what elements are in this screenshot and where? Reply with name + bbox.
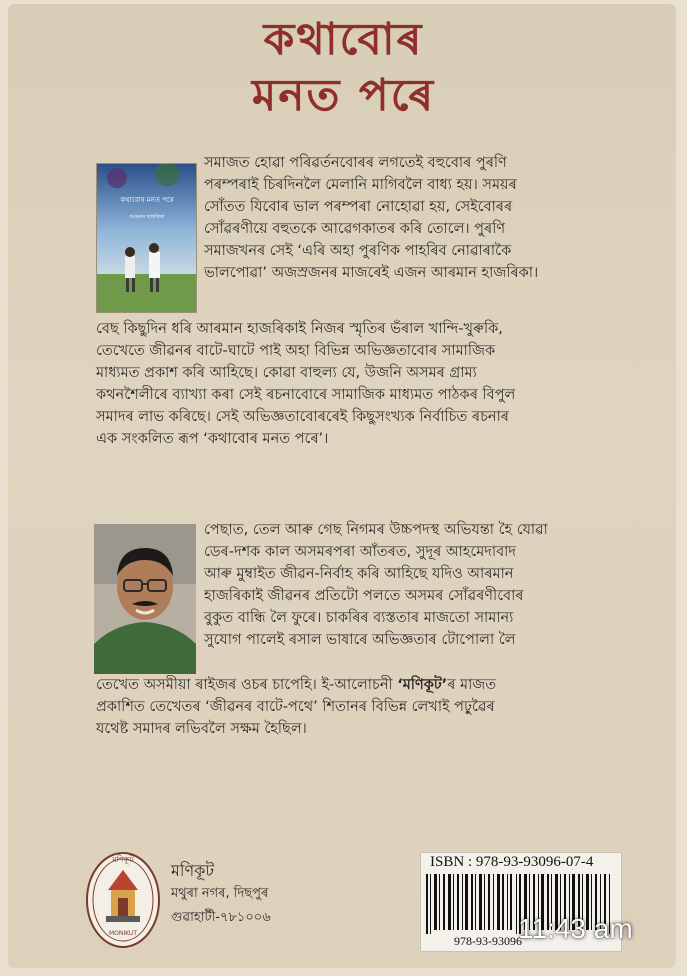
text-line: তেখেতে জীৱনৰ বাটে-ঘাটে পাই অহা বিভিন্ন অভিজ্ঞতাবোৰ সামাজিক bbox=[96, 343, 496, 359]
text-line: মাধ্যমত প্ৰকাশ কৰি আহিছে। কোৱা বাহুল্য যে, উজনি অসমৰ গ্ৰাম্য bbox=[96, 365, 477, 381]
isbn-digits: 978-93-93096 bbox=[454, 934, 522, 948]
text-line: কথনশৈলীৰে ব্যাখ্যা কৰা সেই ৰচনাবোৰে সামাজিক মাধ্যমত পাঠকৰ বিপুল bbox=[96, 387, 516, 403]
publisher-city: গুৱাহাটী-৭৮১০০৬ bbox=[171, 910, 271, 925]
text-line: পৰম্পৰাই চিৰদিনলৈ মেলানি মাগিবলৈ বাধ্য হয়। সময়ৰ bbox=[204, 177, 517, 193]
text-line: যথেষ্ট সমাদৰ লভিবলৈ সক্ষম হৈছিল। bbox=[96, 721, 307, 737]
text-line: আৰু মুম্বাইত জীৱন-নিৰ্বাহ কৰি আহিছে যদিও আৰমান bbox=[204, 566, 514, 582]
message-timestamp: 11:43 am bbox=[518, 913, 633, 944]
text-line: ভালপোৱা’ অজস্ৰজনৰ মাজৰেই এজন আৰমান হাজৰিকা। bbox=[204, 265, 539, 281]
text-line: বুকুত বান্ধি লৈ ফুৰে। চাকৰিৰ ব্যস্ততাৰ মাজতো সামান্য bbox=[204, 610, 514, 626]
text-line bbox=[96, 674, 654, 696]
thumbnail-author: আৰমান হাজৰিকা bbox=[129, 214, 165, 220]
text-line: সোঁৱৰণীয়ে বহুতকে আৱেগকাতৰ কৰি তোলে। পুৰণি bbox=[204, 221, 506, 237]
book-cover-thumbnail bbox=[96, 163, 197, 313]
text-line: সোঁতত যিবোৰ ভাল পৰম্পৰা নোহোৱা হয়, সেইবোৰৰ bbox=[204, 199, 513, 215]
book-title-line2: মনত পৰে bbox=[251, 70, 436, 121]
blurb-paragraph-1 bbox=[204, 152, 654, 284]
text-line: হাজৰিকাই জীৱনৰ প্ৰতিটো পলতে অসমৰ সোঁৱৰণীবোৰ bbox=[204, 588, 524, 604]
text-line: সমাজত হোৱা পৰিৱৰ্তনবোৰৰ লগতেই বহুবোৰ পুৰণি bbox=[204, 155, 507, 171]
author-bio-paragraph-2 bbox=[96, 674, 654, 740]
book-title-line1: কথাবোৰ bbox=[263, 14, 424, 65]
text-segment: তেখেত অসমীয়া ৰাইজৰ ওচৰ চাপেহি। ই-আলোচনী bbox=[96, 677, 398, 693]
author-photo bbox=[94, 524, 196, 674]
logo-text: মণিকূট bbox=[112, 855, 134, 864]
publisher-address: মথুৰা নগৰ, দিছপুৰ bbox=[171, 886, 269, 901]
text-line: ডেৰ-দশক কাল অসমৰপৰা আঁতৰত, সুদূৰ আহমেদাবাদ bbox=[204, 544, 516, 560]
logo-subtext: MONIKUT bbox=[109, 930, 137, 937]
text-line: সমাদৰ লাভ কৰিছে। সেই অভিজ্ঞতাবোৰৰেই কিছুসংখ্যক নিৰ্বাচিত ৰচনাৰ bbox=[96, 409, 509, 425]
text-line: এক সংকলিত ৰূপ ‘কথাবোৰ মনত পৰে’। bbox=[96, 431, 329, 447]
publisher-name: মণিকূট bbox=[171, 861, 215, 880]
thumbnail-title: কথাবোৰ মনত পৰে bbox=[120, 196, 174, 204]
text-line: সুযোগ পালেই ৰসাল ভাষাৰে অভিজ্ঞতাৰ টোপোলা লৈ bbox=[204, 632, 516, 648]
text-line: পেছাত, তেল আৰু গেছ নিগমৰ উচ্চপদস্থ অভিযন্তা হৈ যোৱা bbox=[204, 522, 548, 538]
author-bio-paragraph-1 bbox=[204, 519, 654, 651]
blurb-paragraph-2 bbox=[96, 318, 654, 450]
magazine-name: ‘মণিকূট’ bbox=[397, 677, 448, 693]
text-line: প্ৰকাশিত তেখেতৰ ‘জীৱনৰ বাটে-পথে’ শিতানৰ বিভিন্ন লেখাই পঢ়ুৱৈৰ bbox=[96, 699, 495, 715]
text-line: বেছ কিছুদিন ধৰি আৰমান হাজৰিকাই নিজৰ স্মৃতিৰ ভঁৰাল খান্দি-খুৰুকি, bbox=[96, 321, 503, 337]
isbn-label: ISBN : 978-93-93096-07-4 bbox=[430, 854, 594, 870]
text-line: সমাজখনৰ সেই ‘এৰি অহা পুৰণিক পাহৰিব নোৱাৰাকৈ bbox=[204, 243, 512, 259]
publisher-logo bbox=[84, 850, 162, 950]
text-segment: ৰ মাজত bbox=[447, 677, 497, 693]
book-back-cover bbox=[8, 4, 676, 968]
